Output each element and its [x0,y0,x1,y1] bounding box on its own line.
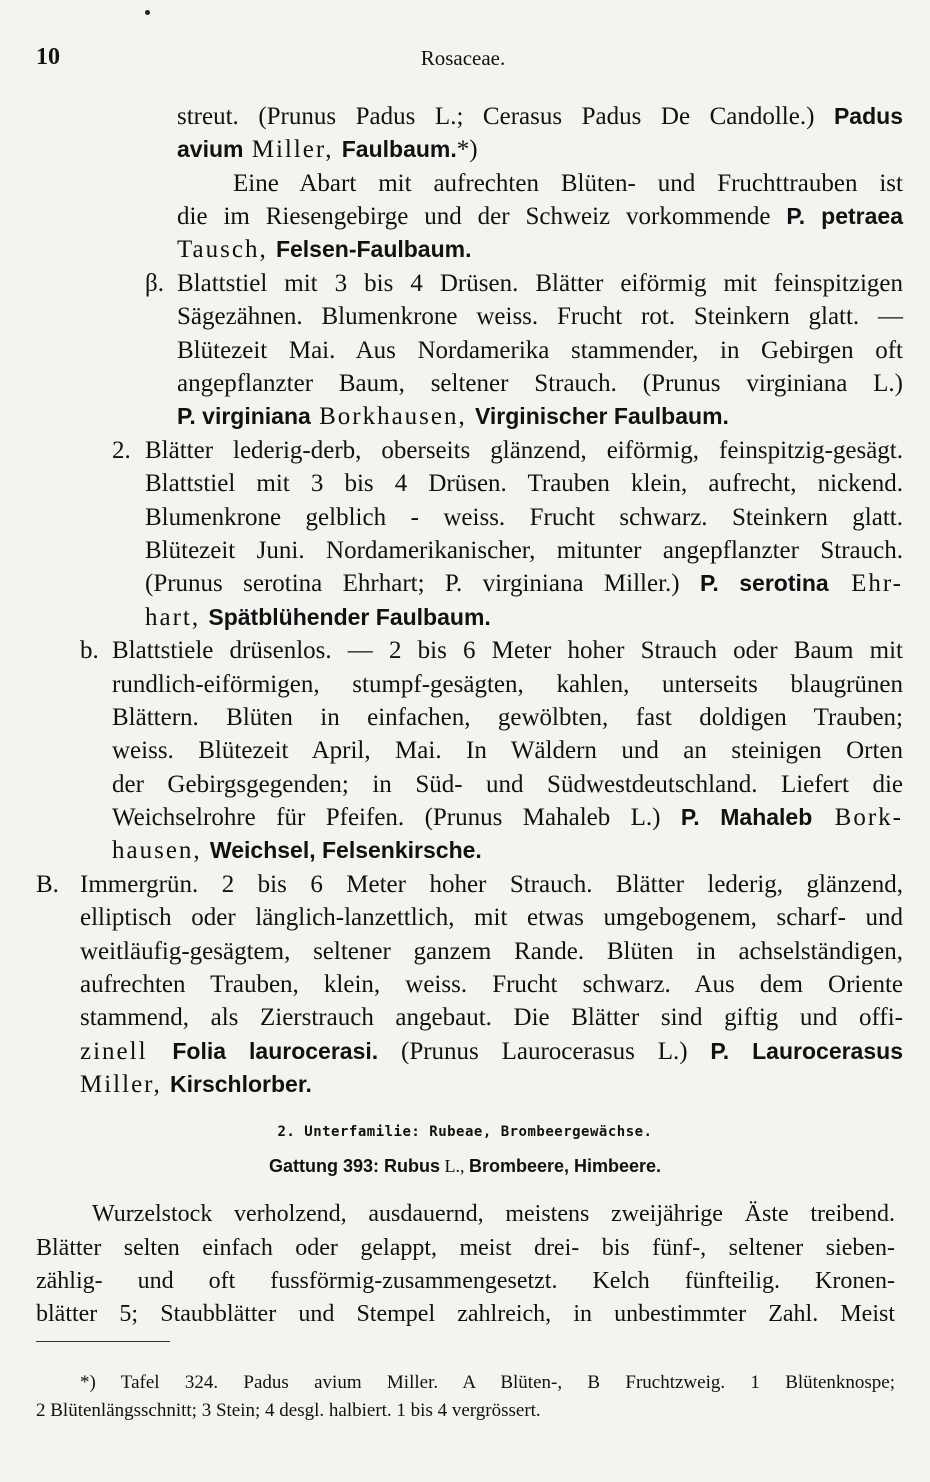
page-header [36,44,890,76]
text-line: Immergrün. 2 bis 6 Meter hoher Strauch. Blätter lederig, glänzend, [80,871,903,898]
list-marker-2: 2. [112,437,131,464]
text-line: Blättern. Blüten in einfachen, gewölbten, fast doldigen Trauben; [112,704,903,731]
text-line: Blattstiele drüsenlos. — 2 bis 6 Meter hoher Strauch oder Baum mit [112,637,903,664]
text-line: die im Riesengebirge und der Schweiz vorkommende P. petraea [177,203,903,230]
text-line: stammend, als Zierstrauch angebaut. Die Blätter sind giftig und offi- [80,1004,903,1031]
text-line: rundlich-eiförmigen, stumpf-gesägten, kahlen, unterseits blaugrünen [112,671,903,698]
text-line: zählig- und oft fussförmig-zusammengesetzt. Kelch fünfteilig. Kronen- [36,1268,895,1294]
text-line: Blattstiel mit 3 bis 4 Drüsen. Trauben klein, aufrecht, nickend. [145,470,903,497]
list-marker-b: b. [80,637,99,664]
running-head: Rosaceae. [420,46,506,70]
text-line: angepflanzter Baum, seltener Strauch. (Prunus virginiana L.) [177,370,903,397]
text-line: Blütezeit Juni. Nordamerikanischer, mitunter angepflanzter Strauch. [145,537,903,564]
text-line: weiss. Blütezeit April, Mai. In Wäldern und an steinigen Orten [112,737,903,764]
genus-heading: Gattung 393: Rubus L., Brombeere, Himbeere. [268,1156,662,1176]
text-line: weitläufig-gesägtem, seltener ganzem Rande. Blüten in achselständigen, [80,938,903,965]
list-marker-beta: β. [145,270,164,297]
text-line: Blattstiel mit 3 bis 4 Drüsen. Blätter eiförmig mit feinspitzigen [177,270,903,297]
text-line: Blätter lederig-derb, oberseits glänzend, eiförmig, feinspitzig-gesägt. [145,437,903,464]
page-number: 10 [36,44,60,70]
text-line: Blumenkrone gelblich - weiss. Frucht schwarz. Steinkern glatt. [145,504,903,531]
footnote-line: 2 Blütenlängsschnitt; 3 Stein; 4 desgl. halbiert. 1 bis 4 vergrössert. [36,1400,541,1421]
text-line: elliptisch oder länglich-lanzettlich, mit etwas umgebogenem, scharf- und [80,904,903,931]
text-line: hart, Spätblühender Faulbaum. [145,604,491,631]
text-line: hausen, Weichsel, Felsenkirsche. [112,837,482,864]
text-line: Blütezeit Mai. Aus Nordamerika stammender, in Gebirgen oft [177,337,903,364]
text-line: Miller, Kirschlorber. [80,1071,312,1098]
text-line: aufrechten Trauben, klein, weiss. Frucht schwarz. Aus dem Oriente [80,971,903,998]
text-line: blätter 5; Staubblätter und Stempel zahlreich, in unbestimmter Zahl. Meist [36,1301,895,1327]
list-marker-B: B. [36,871,59,898]
subfamily-heading: 2. Unterfamilie: Rubeae, Brombeergewächse. [277,1124,653,1140]
text-line: streut. (Prunus Padus L.; Cerasus Padus De Candolle.) Padus [177,103,903,130]
text-line: Sägezähnen. Blumenkrone weiss. Frucht rot. Steinkern glatt. — [177,303,903,330]
text-line: der Gebirgsgegenden; in Süd- und Südwestdeutschland. Liefert die [112,771,903,798]
text-line: P. virginiana Borkhausen, Virginischer Faulbaum. [177,403,729,430]
text-line: Eine Abart mit aufrechten Blüten- und Fruchttrauben ist [233,170,903,197]
footnote-rule [36,1341,170,1342]
text-line: Blätter selten einfach oder gelappt, meist drei- bis fünf-, seltener sieben- [36,1235,895,1261]
text-line: Wurzelstock verholzend, ausdauernd, meistens zweijährige Äste treibend. [92,1201,895,1227]
footnote-line: *) Tafel 324. Padus avium Miller. A Blüten-, B Fruchtzweig. 1 Blütenknospe; [80,1372,895,1393]
text-line: Weichselrohre für Pfeifen. (Prunus Mahaleb L.) P. Mahaleb Bork- [112,804,904,831]
text-line: zinell Folia laurocerasi. (Prunus Laurocerasus L.) P. Laurocerasus [80,1038,903,1065]
text-line: (Prunus serotina Ehrhart; P. virginiana Miller.) P. serotina Ehr- [145,570,903,597]
text-line: Tausch, Felsen-Faulbaum. [177,236,472,263]
ink-dot [145,10,150,15]
text-line: avium Miller, Faulbaum.*) [177,136,478,163]
